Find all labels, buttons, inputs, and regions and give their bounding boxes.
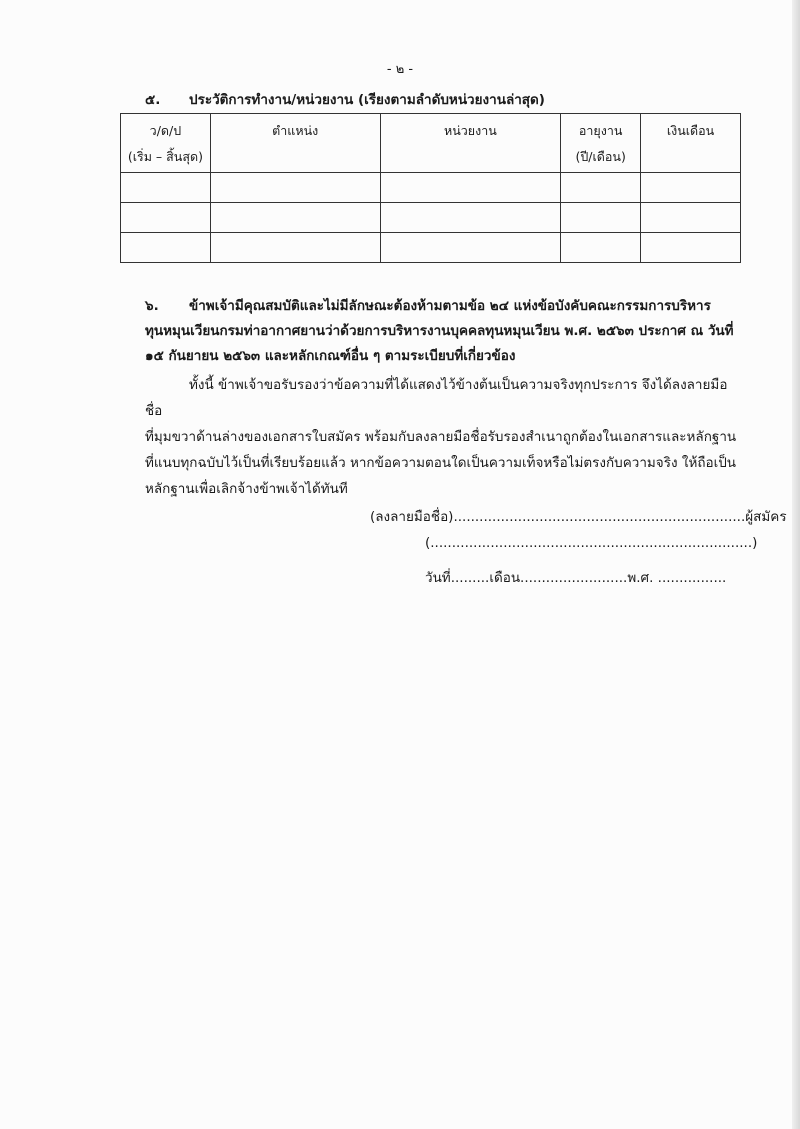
scan-edge-shadow <box>792 0 800 1129</box>
section6-number: ๖. <box>145 298 159 314</box>
work-history-table <box>120 113 741 263</box>
section5-heading <box>145 88 545 110</box>
section6-line2: ทุนหมุนเวียนกรมท่าอากาศยานว่าด้วยการบริหารงานบุคคลทุนหมุนเวียน พ.ศ. ๒๕๖๓ ประกาศ ณ วันที่ <box>145 323 734 339</box>
header-agency: หน่วยงาน <box>380 114 561 173</box>
signature-line[interactable]: (ลงลายมือชื่อ)....................................................................ผู้สมัคร <box>370 509 787 525</box>
section5-number: ๕. <box>145 92 161 108</box>
section6-line1: ข้าพเจ้ามีคุณสมบัติและไม่มีลักษณะต้องห้ามตามข้อ ๒๔ แห่งข้อบังคับคณะกรรมการบริหาร <box>189 298 711 314</box>
header-tenure: อายุงาน (ปี/เดือน) <box>561 114 641 173</box>
table-row <box>121 233 741 263</box>
declaration-line3: ที่แนบทุกฉบับไว้เป็นที่เรียบร้อยแล้ว หากข้อความตอนใดเป็นความเท็จหรือไม่ตรงกับความจริง ให้ถือเป็น <box>145 455 737 471</box>
table-row <box>121 203 741 233</box>
declaration-line2: ที่มุมขวาด้านล่างของเอกสารใบสมัคร พร้อมกับลงลายมือชื่อรับรองสำเนาถูกต้องในเอกสารและหลักฐาน <box>145 429 737 445</box>
printed-name-line[interactable]: (...........................................................................) <box>425 535 758 551</box>
page-number: - ๒ - <box>386 62 414 77</box>
section5-title: ประวัติการทำงาน/หน่วยงาน (เรียงตามลำดับหน่วยงานล่าสุด) <box>189 92 545 108</box>
section6-block <box>145 294 741 369</box>
table-row <box>121 173 741 203</box>
date-line[interactable]: วันที่.........เดือน.........................พ.ศ. ................ <box>425 570 727 586</box>
section6-line3: ๑๕ กันยายน ๒๕๖๓ และหลักเกณฑ์อื่น ๆ ตามระเบียบที่เกี่ยวข้อง <box>145 348 516 364</box>
header-position: ตำแหน่ง <box>210 114 380 173</box>
declaration-line4: หลักฐานเพื่อเลิกจ้างข้าพเจ้าได้ทันที <box>145 481 348 497</box>
declaration-line1: ทั้งนี้ ข้าพเจ้าขอรับรองว่าข้อความที่ได้แสดงไว้ข้างต้นเป็นความจริงทุกประการ จึงได้ลงลายมือชื่อ <box>145 377 728 419</box>
table-header-row <box>121 114 741 173</box>
header-date: ว/ด/ป (เริ่ม – สิ้นสุด) <box>121 114 211 173</box>
declaration-paragraph <box>145 372 741 502</box>
header-salary: เงินเดือน <box>641 114 741 173</box>
